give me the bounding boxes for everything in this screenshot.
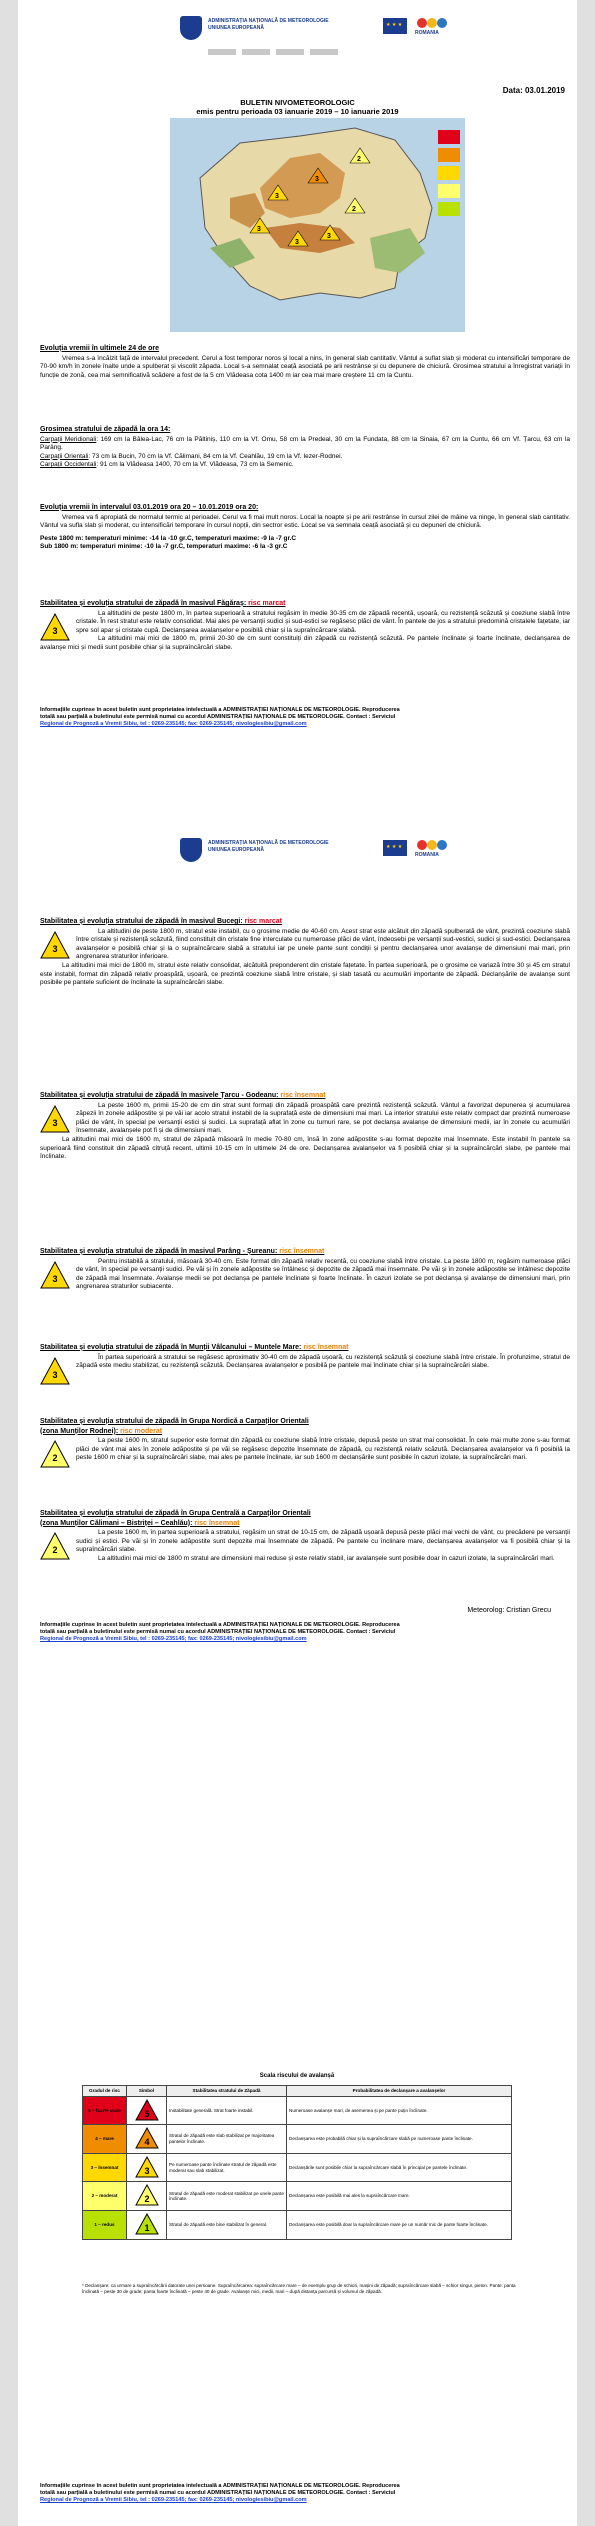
section-text: Vremea s-a încălzit față de intervalul precedent. Cerul a fost temporar noros și local a nins, în general slab cantitativ. Vântul a suflat slab și moderat cu intensificări temporare de 70-90 km/h în zonele înalte unde a spulberat și viscolit zăpada. Local s-a semnalat ceață asociată pe arii restrânse și cu depunere de chiciură. Grosimea stratului a înregistrat variații în funcție de zonă, cea mai semnificativă scădere a fost de la 5 cm Vlădeasa cota 1400 m iar cea mai mare creștere 11 cm la Cuntu.: [40, 354, 570, 379]
bulletin-page-2: [18, 830, 577, 1955]
risk-scale-row: [83, 2125, 512, 2154]
risk-level: 5 – foarte mare: [83, 2096, 127, 2125]
bulletin-title: BULETIN NIVOMETEOROLOGIC: [240, 98, 355, 107]
risk-2-icon: 2: [40, 1531, 70, 1561]
bulletin-page-1: [18, 0, 577, 832]
header-logos: [178, 14, 454, 60]
risk-symbol-icon: [127, 2182, 167, 2211]
partner-logos: [208, 42, 378, 52]
risk-level: 1 – redus: [83, 2210, 127, 2239]
bulletin-page-3: [18, 1953, 577, 2526]
risk-scale-row: [83, 2210, 512, 2239]
risk-3-icon: 3: [40, 930, 70, 960]
anm-crest-icon: [180, 16, 202, 40]
risk-stability: Stratul de zăpadă este moderat stabilizat pe unele pante înclinate.: [167, 2182, 287, 2211]
section-title: Evoluția vremii în intervalul 03.01.2019 ora 20 – 10.01.2019 ora 20:: [40, 504, 259, 511]
risk-stability: Stratul de zăpadă este bine stabilizat în general.: [167, 2210, 287, 2239]
bulletin-period: emis pentru perioada 03 ianuarie 2019 – 10 ianuarie 2019: [196, 107, 399, 116]
risk-probability: Declanșările sunt posibile chiar la supraîncărcare slabă în principal pe pantele înclinate.: [287, 2153, 512, 2182]
risk-scale-row: [83, 2182, 512, 2211]
risk-2-icon: 2: [40, 1439, 70, 1469]
footer-copyright: Informațiile cuprinse în acest buletin sunt proprietatea intelectuală a ADMINISTRAȚIEI NAȚIONALE DE METEOROLOGIE. Reproducerea totală sau parțială a buletinului este permisă numai cu acordul ADMINISTRAȚIEI NAȚIONALE DE METEOROLOGIE. Contact : Serviciul Regional de Prognoză a Vremii Sibiu, tel : 0269-235145; fax: 0269-235145; nivologiesibiu@gmail.com: [40, 1622, 400, 1642]
risk-stability: Instabilitate generală. Strat foarte instabil.: [167, 2096, 287, 2125]
svg-text:1: 1: [143, 2222, 150, 2233]
temp-above-1800: Peste 1800 m: temperaturi minime: -14 la -10 gr.C, temperaturi maxime: -9 la -7 gr.C: [40, 534, 297, 542]
section-last-24h: [40, 345, 570, 380]
section-fagaras: Stabilitatea și evoluția stratului de zăpadă în masivul Făgăraș: risc marcat 3 La altitudini de peste 1800 m, în partea superioară a stratului regăsim în medie 30-35 cm de zăpadă recentă, ușoară, cu rezistență scăzută și coeziune slabă între cristale. În rest stratul este relativ consolidat. Mai ales pe versanții sudici și sud-estici se regăsesc plăci de vânt. În pantele de jos a stratului predomină cristalele fațetate, iar spre sol apar și cristale cupă. Declanșarea avalanșelor e posibilă chiar și la supraîncărcare slabă. La altitudini mai mici de 1800 m, primii 20-30 de cm sunt constituiți din zăpadă cu rezistență scăzută. Pe pantele înclinate și foarte înclinate, declanșarea de avalanșe mici și medii sunt posibile chiar și la supraîncărcări slabe.: [40, 600, 570, 651]
section-valcan: Stabilitatea și evoluția stratului de zăpadă în Munții Vâlcanului – Muntele Mare: risc însemnat 3 În partea superioară a stratului se regăsesc aproximativ 30-40 cm de zăpadă ușoară, cu rezistență scăzută și coeziune slabă între cristale. În profunzime, stratul de zăpadă este mediu stabilizat, cu rezistență scăzută. Declanșarea avalanșelor e posibilă pe pantele mai înclinate chiar și la supraîncărcări slabe.: [40, 1344, 570, 1388]
section-text-2: La altitudini mai mici de 1800 m, primii 20-30 de cm sunt constituiți din zăpadă cu rezistență scăzută. Pe pantele înclinate și foarte înclinate, declanșarea de avalanșe mici și medii sunt posibile chiar și la supraîncărcări slabe.: [40, 635, 570, 651]
meteorologist-signature: Meteorolog: Cristian Grecu: [467, 1607, 551, 1614]
risk-3-icon: 3: [40, 1356, 70, 1386]
svg-text:2: 2: [352, 206, 356, 213]
section-tarcu-godeanu: Stabilitatea și evoluția stratului de zăpadă în masivele Țarcu - Godeanu: risc însemnat 3 La peste 1600 m, primii 15-20 de cm din strat sunt formați din zăpadă proaspătă care prezintă rezistență scăzută. Vântul a favorizat depunerea și acumularea zăpezii în zonele adăpostite și pe văi iar acolo stratul instabil de la suprafață este de dimensiuni mai mari. La interior stratului este relativ compact dar prezintă numeroase plăci de vânt, în special pe versanții estici și sudici. La suprafață aflat în zone cu turnuri rare, se pot declanșa avalanșe de dimensiuni medii, iar în zonele cu acumulări însemnate, avalanșele pot fi și de dimensiuni mari. La altitudini mai mici de 1600 m, stratul de zăpadă măsoară în medie 70-80 cm, însă în zone adăpostite s-au format depozite mai însemnate. Este instabil în pantele sa superioară fiind constituit din zăpadă cîtruță recent, ultimii 10-15 cm în ultimele 24 de ore. Declanșarea avalanșelor va fi posibilă chiar și la supraîncărcări slabe, pe pantele mai înclinate.: [40, 1092, 570, 1161]
svg-text:5: 5: [143, 2108, 150, 2119]
section-parang: Stabilitatea și evoluția stratului de zăpadă în masivul Parâng - Șureanu: risc însemnat 3 Pentru instabilă a stratului, măsoară 30-40 cm. Este format din zăpadă relativ recentă, cu coeziune slabă între cristale. La peste 1800 m, regăsim numeroase plăci de vânt, în special pe versanții sudici. Pe văi și în zonele adăpostite se întâlnesc și depozite de zăpadă mai însemnate. Pe văi și în zonele adăpostite se întâlnesc depozite de zăpadă mai însemnate. Avalanșe medii se pot declanșa pe pantele înclinate și foarte înclinate. În cazuri izolate se pot declanșa și avalanșe de dimensiuni mari, prin angrenarea straturilor subiacente.: [40, 1248, 570, 1291]
risk-stability: Stratul de zăpadă este slab stabilizat pe majoritatea pantelor înclinate.: [167, 2125, 287, 2154]
risk-scale-row: [83, 2096, 512, 2125]
risk-probability: Declanșarea este probabilă chiar și la supraîncărcare slabă pe numeroase pante înclinate.: [287, 2125, 512, 2154]
risk-symbol-icon: [127, 2125, 167, 2154]
risk-level: 2 – moderat: [83, 2182, 127, 2211]
footer-copyright: Informațiile cuprinse în acest buletin sunt proprietatea intelectuală a ADMINISTRAȚIEI NAȚIONALE DE METEOROLOGIE. Reproducerea totală sau parțială a buletinului este permisă numai cu acordul ADMINISTRAȚIEI NAȚIONALE DE METEOROLOGIE. Contact : Serviciul Regional de Prognoză a Vremii Sibiu, tel : 0269-235145; fax: 0269-235145; nivologiesibiu@gmail.com: [40, 2483, 400, 2503]
risk-scale-row: [83, 2153, 512, 2182]
risk-symbol-icon: [127, 2096, 167, 2125]
risk-probability: Numeroase avalanșe mari, de asemenea și pe pante puțin înclinate.: [287, 2096, 512, 2125]
svg-text:2: 2: [143, 2194, 150, 2205]
depth-occidentali: Carpații Occidentali: 91 cm la Vlădeasa 1400, 70 cm la Vf. Vlădeasa, 73 cm la Semenic.: [40, 461, 294, 469]
section-rodnei: Stabilitatea și evoluția stratului de zăpadă în Grupa Nordică a Carpaților Orientali (zona Munților Rodnei): risc moderat 2 La peste 1600 m, stratul superior este format din zăpadă cu coeziune slabă între cristale, depusă peste un strat mai consolidat. În cele mai multe zone s-au format plăci de vânt mai ales în zonele adăpostite și pe văi se regăsesc depozite însemnate de zăpadă, cu rezistență relativ scăzută. Declanșarea avalanșelor va fi posibilă la peste 1600 m chiar și la supraîncărcări slabe, mai ales pe pantele înclinate, iar sub 1600 m declanșările sunt posibile în cazuri izolate, la supraîncărcări mari.: [40, 1418, 570, 1471]
svg-text:3: 3: [327, 233, 331, 240]
section-title: Grosimea stratului de zăpadă la ora 14:: [40, 426, 171, 433]
svg-text:3: 3: [275, 193, 279, 200]
section-text: La altitudini de peste 1800 m, în partea superioară a stratului regăsim în medie 30-35 cm de zăpadă recentă, ușoară, cu rezistență scăzută și coeziune slabă între cristale. În rest stratul este relativ consolidat. Mai ales pe versanții sudici și sud-estici se regăsesc plăci de vânt. În pantele de jos a stratului predomină cristalele fațetate, iar spre sol apar și cristale cupă. Declanșarea avalanșelor e posibilă chiar și la supraîncărcare slabă.: [76, 609, 570, 634]
svg-text:3: 3: [143, 2165, 150, 2176]
section-title: Evoluția vremii în ultimele 24 de ore: [40, 345, 160, 352]
risk-scale-notes: * Declanșare: ca urmare a supraîncărcării datorate unei persoane. Supraîncărcarea: supraîncărcare mare – de exemplu grup de schiori, mașini de zăpadă; supraîncărcare slabă – schior singur, pieton. Pante: panta înclinată – peste 30 de grade; panta foarte înclinată – peste 40 de grade. Avalanșe mici, medii, mari – după distanța parcursă și volumul de zăpadă.: [82, 2283, 516, 2295]
risk-3-icon: 3: [40, 612, 70, 642]
header-logos: ADMINISTRAȚIA NAȚIONALĂ DE METEOROLOGIE UNIUNEA EUROPEANĂ ★ ★ ★ ROMANIA: [178, 836, 454, 882]
risk-symbol-icon: [127, 2210, 167, 2239]
agency-name: ADMINISTRAȚIA NAȚIONALĂ DE METEOROLOGIE UNIUNEA EUROPEANĂ: [208, 18, 329, 31]
risk-level: 4 – mare: [83, 2125, 127, 2154]
svg-text:4: 4: [143, 2137, 150, 2148]
risk-scale-title: Scala riscului de avalanșă: [259, 2073, 335, 2079]
svg-text:3: 3: [257, 226, 261, 233]
romania-logo: ROMANIA: [415, 18, 451, 40]
eu-flag-icon: [383, 18, 407, 34]
footer-copyright: Informațiile cuprinse în acest buletin sunt proprietatea intelectuală a ADMINISTRAȚIEI NAȚIONALE DE METEOROLOGIE. Reproducerea totală sau parțială a buletinului este permisă numai cu acordul ADMINISTRAȚIEI NAȚIONALE DE METEOROLOGIE. Contact : Serviciul Regional de Prognoză a Vremii Sibiu, tel : 0269-235145; fax: 0269-235145; nivologiesibiu@gmail.com: [40, 707, 400, 727]
svg-text:2: 2: [357, 156, 361, 163]
risk-symbol-icon: [127, 2153, 167, 2182]
risk-3-icon: 3: [40, 1260, 70, 1290]
bulletin-date: Data: 03.01.2019: [502, 86, 565, 95]
svg-text:3: 3: [295, 239, 299, 246]
risk-probability: Declanșarea este posibilă mai ales la supraîncărcare mare.: [287, 2182, 512, 2211]
risk-scale-table: Gradul de risc Simbol Stabilitatea stratului de Zăpadă Probabilitatea de declanșare a avalanșelor 5 – foarte mare 5 Instabilitate generală. Strat foarte instabil. Numeroase avalanșe mari, de asemenea și pe pante puțin înclinate. 4 – mare 4 Stratul de zăpadă este slab stabilizat pe majoritatea pantelor înclinate. Declanșarea este probabilă chiar și la supraîncărcare slabă pe numeroase pante înclinate. 3 – însemnat 3 Pe numeroase pante înclinate stratul de zăpadă este moderat sau slab stabilizat. Declanșările sunt posibile chiar la supraîncărcare slabă în principal pe pantele înclinate. 2 – moderat 2 Stratul de zăpadă este moderat stabilizat pe unele pante înclinate. Declanșarea este posibilă mai ales la supraîncărcare mare. 1 – redus 1 Stratul de zăpadă este bine stabilizat în general. Declanșarea este posibilă doar la supraîncărcare mare pe un număr mic de pante foarte înclinate.: [82, 2085, 512, 2240]
section-snow-depth: [40, 426, 570, 470]
section-bucegi: Stabilitatea și evoluția stratului de zăpadă în masivul Bucegi: risc marcat 3 La altitudini de peste 1800 m, stratul este instabil, cu o grosime medie de 40-60 cm. Acest strat este alcătuit din zăpadă spulberată de vânt, prezintă coeziune slabă între cristale și rezistență scăzută, fiind constituit din cristale fine interculate cu numeroase plăci de vânt, îndeosebi pe versanții sud-vestici, sudici și sud-estici. Declanșarea avalanșelor e posibilă chiar și la o supraîncărcare slabă a stratului iar pe unele pante sunt condiții și pentru declanșarea unor avalanșe de dimensiuni mai mari, prin angrenarea straturilor inferioare. La altitudini mai mici de 1800 m, stratul este relativ consolidat, alcătuită preponderent din cristale fațetate. În partea superioară, pe o grosime ce variază între 30 și 45 cm stratul este instabil, format din zăpadă relativ proaspătă, ușoară, ce prezintă coeziune slabă între cristale, și slab tasată cu acumulări importante de zăpadă. Declanșările de avalanșe sunt posibile pe pantele suficient de înclinate la supraîncărcări slabe.: [40, 918, 570, 987]
risk-probability: Declanșarea este posibilă doar la supraîncărcare mare pe un număr mic de pante foarte înclinate.: [287, 2210, 512, 2239]
depth-meridionali: Carpații Meridionali: 169 cm la Bâlea-Lac, 76 cm la Păltiniș, 110 cm la Vf. Omu, 58 cm la Predeal, 30 cm la Fundata, 88 cm la Sinaia, 67 cm la Cuntu, 66 cm Vf. Țarcu, 63 cm la Parâng.: [40, 435, 570, 452]
section-calimani: Stabilitatea și evoluția stratului de zăpadă în Grupa Centrală a Carpaților Orientali (zona Munților Călimani – Bistriței – Ceahlău): risc însemnat 2 La peste 1600 m, în partea superioară a stratului, regăsim un strat de 10-15 cm, de zăpadă ușoară depusă peste plăci mai vechi de vânt, cu precădere pe versanții sudici și estici. Pe văi și în zonele adăpostite sunt depozite mai însemnate de zăpadă. Pe pantele cu înclinare mare, declanșarea avalanșelor va fi posibilă chiar și la supraîncărcări slabe. La altitudini mai mici de 1800 m stratul are dimensiuni mai reduse și este relativ stabil, iar avalanșele sunt posibile doar în cazuri izolate, la supraîncărcări mari.: [40, 1510, 570, 1562]
risk-stability: Pe numeroase pante înclinate stratul de zăpadă este moderat sau slab stabilizat.: [167, 2153, 287, 2182]
svg-text:3: 3: [315, 176, 319, 183]
depth-orientali: Carpații Orientali: 73 cm la Bucin, 70 cm la Vf. Călimani, 84 cm la Vf. Ceahlău, 19 cm la Vf. Iezer-Rodnei.: [40, 452, 343, 460]
risk-3-icon: 3: [40, 1104, 70, 1134]
romania-risk-map: [170, 118, 465, 332]
section-text: Vremea va fi apropiată de normalul termic al perioadei. Cerul va fi mai mult noros. Local la noapte și pe arii restrânse în cursul zilei de mâine va ninge, în general slab cantitativ. Vântul va sufla slab și moderat, cu intensificări temporare în cursul nopții, din sectror estic. Local se va semnala ceață asociată și cu depuneri de chiciură.: [40, 513, 570, 530]
risk-level: 3 – însemnat: [83, 2153, 127, 2182]
temp-below-1800: Sub 1800 m: temperaturi minime: -10 la -7 gr.C, temperaturi maxime: -6 la -3 gr.C: [40, 543, 288, 551]
section-forecast: [40, 504, 570, 552]
